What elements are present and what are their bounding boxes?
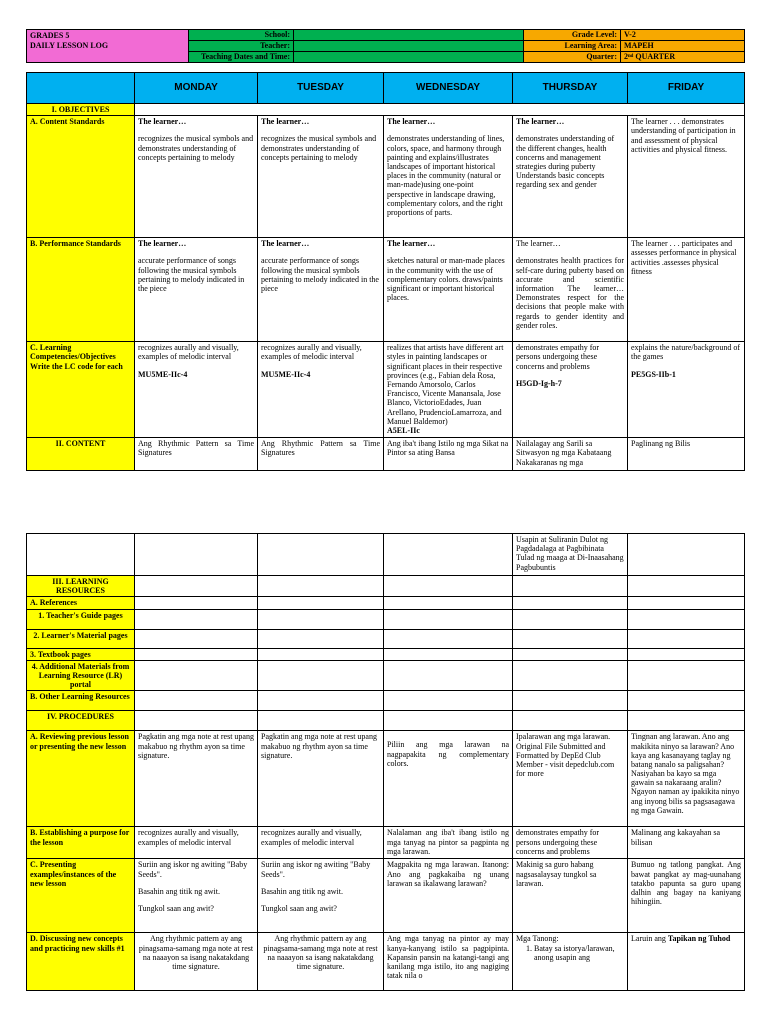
learning-resources-label: III. LEARNING RESOURCES (27, 576, 135, 597)
ps-fri-text: The learner . . . participates and assesses performance in physical activities .assesses physical fitness (631, 239, 737, 276)
cont-thu: Usapin at Suliranin Dulot ng Pagdadalaga at Pagbibinata Tulad ng maaga at Di-Inaasahang Pagbubuntis (513, 534, 628, 576)
competencies-thu (513, 342, 628, 438)
day-tuesday: TUESDAY (258, 73, 384, 104)
lc-fri-text: explains the nature/background of the games (631, 343, 741, 362)
reviewing-fri: Tingnan ang larawan. Ano ang makikita ninyo sa larawan? Ano kaya ang kasanayang taglay ng batang nanalo sa paligsahan? Nasiyahan ba kayo sa mga gawain sa nakaraang aralin? Ngayon naman ay ipakikita ninyo ang inyong bilis sa pagsasagawa ng mga Gawain. (628, 731, 745, 827)
teacher-field[interactable] (294, 41, 524, 52)
ps-wed-head: The learner… (387, 239, 436, 249)
performance-standards-wed (384, 238, 513, 342)
cs-wed-text: demonstrates understanding of lines, colors, space, and harmony through painting and explains/illustrates landscapes of important historical places in the community (natural or man-made)using one-point perspective in landscape drawing, complementary colors, and the right proportions of parts. (387, 134, 505, 217)
content-label: II. CONTENT (27, 438, 135, 471)
lc-tue-code: MU5ME-IIc-4 (261, 369, 311, 379)
grades-title-cell (27, 30, 189, 63)
teachers-guide-label: 1. Teacher's Guide pages (27, 609, 135, 629)
cs-thu-text: demonstrates understanding of the different changes, health concerns and management strategies during puberty Understands basic concepts regarding sex and gender (516, 134, 615, 190)
purpose-wed: Nalalaman ang iba't ibang istilo ng mga tanyag na pintor sa pagpinta ng mga larawan. (384, 827, 513, 859)
presenting-mon-3: Tungkol saan ang awit? (138, 903, 214, 913)
presenting-thu: Makinig sa guro habang nagsasalaysay tungkol sa larawan. (513, 859, 628, 933)
content-standards-tue (258, 116, 384, 238)
cs-thu-head: The learner… (516, 117, 565, 127)
performance-standards-thu (513, 238, 628, 342)
presenting-mon-1: Suriin ang iskor ng awiting "Baby Seeds". (138, 860, 248, 879)
purpose-thu: demonstrates empathy for persons undergoing these concerns and problems (513, 827, 628, 859)
reviewing-mon: Pagkatin ang mga note at rest upang makabuo ng rhythm ayon sa time signature. (135, 731, 258, 827)
lc-mon-text: recognizes aurally and visually, examples of melodic interval (138, 343, 239, 362)
corner-cell (27, 73, 135, 104)
cont-mon (135, 534, 258, 576)
learning-area-value: MAPEH (621, 41, 745, 52)
ps-thu-head: The learner… (516, 239, 561, 249)
school-label: School: (189, 30, 294, 41)
ps-thu-text: demonstrates health practices for self-care during puberty based on accurate and scientific information The learner… Demonstrates respect for the decisions that people make with regards to gender identity and gender roles. (516, 256, 624, 330)
purpose-mon: recognizes aurally and visually, examples of melodic interval (135, 827, 258, 859)
presenting-tue-1: Suriin ang iskor ng awiting "Baby Seeds". (261, 860, 371, 879)
presenting-mon-2: Basahin ang titik ng awit. (138, 886, 220, 896)
content-wed: Ang iba't ibang Istilo ng mga Sikat na Pintor sa ating Bansa (384, 438, 513, 471)
grades-label: GRADES 5 (30, 31, 70, 40)
discussing-fri-pre: Laruin ang (631, 934, 668, 944)
learners-material-label: 2. Learner's Material pages (27, 629, 135, 648)
lc-thu-code: H5GD-Ig-h-7 (516, 378, 562, 388)
discussing-tue: Ang rhythmic pattern ay ang pinagsama-samang mga note at rest na naaayon sa isang nakatakdang time signature. (258, 933, 384, 991)
content-standards-wed (384, 116, 513, 238)
references-label: A. References (27, 597, 135, 609)
presenting-fri: Bumuo ng tatlong pangkat. Ang bawat pangkat ay mag-uunahang tatakbo papunta sa guro upang dalhin ang bagay na kaniyang hihingiin. (628, 859, 745, 933)
competencies-wed (384, 342, 513, 438)
discussing-fri-game: Tapikan ng Tuhod (667, 934, 731, 944)
content-thu: Nailalagay ang Sarili sa Sitwasyon ng mga Kabataang Nakakaranas ng mga (513, 438, 628, 471)
discussing-thu-head: Mga Tanong: (516, 934, 559, 944)
reviewing-label: A. Reviewing previous lesson or presenting the new lesson (27, 731, 135, 827)
presenting-wed: Magpakita ng mga larawan. Itanong: Ano ang pagkakaiba ng unang larawan sa ikalawang larawan? (384, 859, 513, 933)
presenting-tue (258, 859, 384, 933)
cs-fri-text: The learner . . . demonstrates understanding of participation in and assessment of physical activities and physical fitness. (631, 117, 736, 154)
content-tue: Ang Rhythmic Pattern sa Time Signatures (258, 438, 384, 471)
additional-materials-label: 4. Additional Materials from Learning Resource (LR) portal (27, 660, 135, 691)
presenting-tue-2: Basahin ang titik ng awit. (261, 886, 343, 896)
cont-fri (628, 534, 745, 576)
lc-fri-code: PE5GS-IIb-1 (631, 369, 676, 379)
cs-mon-head: The learner… (138, 117, 187, 127)
competencies-label: C. Learning Competencies/Objectives Write the LC code for each (27, 342, 135, 438)
dates-label: Teaching Dates and Time: (189, 52, 294, 63)
lc-wed-text: realizes that artists have different art styles in painting landscapes or significant places in their respective provinces (e.g., Fabian dela Rosa, Fernando Amorsolo, Carlos Francisco, Vicente Manansala, Jose Blanco, VictorioEdades, Juan Arellano, PrudencioLamarroza, and Manuel Baldemor) (387, 343, 504, 426)
lesson-log-table-continued (26, 533, 745, 991)
cont-tue (258, 534, 384, 576)
purpose-tue: recognizes aurally and visually, examples of melodic interval (258, 827, 384, 859)
ps-wed-text: sketches natural or man-made places in the community with the use of complementary colors. draws/paints significant or important historical places. (387, 256, 505, 303)
performance-standards-label: B. Performance Standards (27, 238, 135, 342)
ps-tue-text: accurate performance of songs following the musical symbols pertaining to melody indicated in the piece (261, 256, 379, 293)
purpose-fri: Malinang ang kakayahan sa bilisan (628, 827, 745, 859)
cs-wed-head: The learner… (387, 117, 436, 127)
ps-tue-head: The learner… (261, 239, 310, 249)
day-monday: MONDAY (135, 73, 258, 104)
cs-tue-head: The learner… (261, 117, 310, 127)
reviewing-thu: Ipalarawan ang mga larawan. Original File Submitted and Formatted by DepEd Club Member - visit depedclub.com for more (513, 731, 628, 827)
performance-standards-tue (258, 238, 384, 342)
cont-wed (384, 534, 513, 576)
discussing-fri (628, 933, 745, 991)
quarter-label: Quarter: (524, 52, 621, 63)
content-fri: Paglinang ng Bilis (628, 438, 745, 471)
content-standards-mon (135, 116, 258, 238)
reviewing-wed-text: Piliin ang mga larawan na nagpapakita ng complementary colors. (387, 740, 509, 768)
header-table (26, 29, 745, 63)
school-field[interactable] (294, 30, 524, 41)
objectives-label: I. OBJECTIVES (27, 104, 135, 116)
content-standards-label: A. Content Standards (27, 116, 135, 238)
discussing-thu-list (516, 944, 624, 962)
discussing-mon: Ang rhythmic pattern ay ang pinagsama-samang mga note at rest na naaayon sa isang nakatakdang time signature. (135, 933, 258, 991)
grade-level-value: V-2 (621, 30, 745, 41)
ps-mon-text: accurate performance of songs following the musical symbols pertaining to melody indicated in the piece (138, 256, 245, 293)
objectives-span (135, 104, 745, 116)
presenting-mon (135, 859, 258, 933)
reviewing-wed (384, 731, 513, 827)
content-mon: Ang Rhythmic Pattern sa Time Signatures (135, 438, 258, 471)
teacher-label: Teacher: (189, 41, 294, 52)
discussing-thu (513, 933, 628, 991)
performance-standards-fri (628, 238, 745, 342)
cs-tue-text: recognizes the musical symbols and demonstrates understanding of concepts pertaining to melody (261, 134, 377, 162)
purpose-label: B. Establishing a purpose for the lesson (27, 827, 135, 859)
grade-level-label: Grade Level: (524, 30, 621, 41)
presenting-label: C. Presenting examples/instances of the new lesson (27, 859, 135, 933)
discussing-thu-item: 1. Batay sa istorya/larawan, anong usapin ang (534, 944, 624, 962)
lc-wed-code: A5EL-IIc (387, 425, 420, 435)
lc-mon-code: MU5ME-IIc-4 (138, 369, 188, 379)
day-friday: FRIDAY (628, 73, 745, 104)
reviewing-tue: Pagkatin ang mga note at rest upang makabuo ng rhythm ayon sa time signature. (258, 731, 384, 827)
discussing-wed: Ang mga tanyag na pintor ay may kanya-kanyang istilo sa pagpipinta. Kapansin pansin na katangi-tangi ang kanilang mga istilo, ito ang nagiging tatak nila o (384, 933, 513, 991)
cs-mon-text: recognizes the musical symbols and demonstrates understanding of concepts pertaining to melody (138, 134, 254, 162)
competencies-fri (628, 342, 745, 438)
competencies-tue (258, 342, 384, 438)
competencies-mon (135, 342, 258, 438)
day-thursday: THURSDAY (513, 73, 628, 104)
other-resources-label: B. Other Learning Resources (27, 691, 135, 711)
lc-thu-text: demonstrates empathy for persons undergoing these concerns and problems (516, 343, 600, 371)
quarter-value: 2ⁿᵈ QUARTER (621, 52, 745, 63)
content-standards-fri (628, 116, 745, 238)
log-title: DAILY LESSON LOG (30, 40, 109, 50)
ps-mon-head: The learner… (138, 239, 187, 249)
textbook-label: 3. Textbook pages (27, 648, 135, 660)
discussing-label: D. Discussing new concepts and practicing new skills #1 (27, 933, 135, 991)
content-standards-thu (513, 116, 628, 238)
lesson-log-table (26, 72, 745, 471)
cont-label-cell (27, 534, 135, 576)
performance-standards-mon (135, 238, 258, 342)
dates-field[interactable] (294, 52, 524, 63)
lc-tue-text: recognizes aurally and visually, examples of melodic interval (261, 343, 362, 362)
learning-area-label: Learning Area: (524, 41, 621, 52)
procedures-label: IV. PROCEDURES (27, 711, 135, 731)
day-wednesday: WEDNESDAY (384, 73, 513, 104)
presenting-tue-3: Tungkol saan ang awit? (261, 903, 337, 913)
